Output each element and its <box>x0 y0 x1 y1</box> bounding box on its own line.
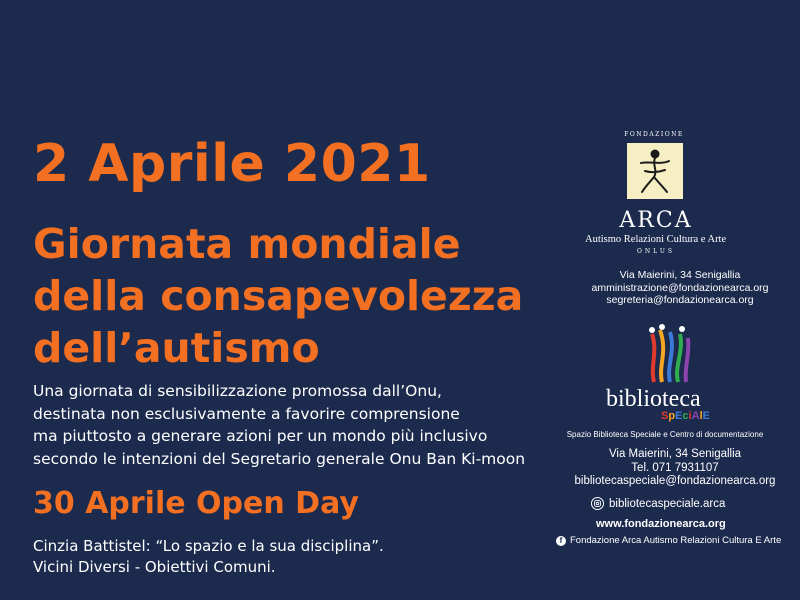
biblioteca-address: Via Maierini, 34 Senigallia <box>608 448 742 460</box>
event-date: 2 Aprile 2021 <box>33 134 431 194</box>
intro-line: secondo le intenzioni del Segretario generale Onu Ban Ki-moon <box>33 449 526 468</box>
page-title <box>33 218 573 374</box>
instagram-icon <box>591 497 604 510</box>
instagram-handle: bibliotecaspeciale.arca <box>609 497 726 510</box>
facebook-icon: f <box>556 536 566 546</box>
biblioteca-description: Spazio Biblioteca Speciale e Centro di documentazione <box>566 430 764 439</box>
intro-line: destinata non esclusivamente a favorire comprensione <box>33 404 460 423</box>
biblioteca-phone: Tel. 071 7931107 <box>631 461 719 474</box>
event-details <box>33 536 384 578</box>
biblioteca-name: biblioteca <box>606 386 701 412</box>
arca-name: ARCA <box>619 208 693 233</box>
instagram-link[interactable] <box>591 497 725 510</box>
open-day-title: 30 Aprile Open Day <box>33 486 359 521</box>
arca-email-secretary[interactable]: segreteria@fondazionearca.org <box>606 294 754 306</box>
arca-contacts <box>590 269 770 307</box>
biblioteca-speciale: SpEciAlE <box>661 410 710 422</box>
website-link[interactable]: www.fondazionearca.org <box>596 518 726 530</box>
arca-subtitle: Autismo Relazioni Cultura e Arte <box>585 234 727 245</box>
event-line: Cinzia Battistel: “Lo spazio e la sua disciplina”. <box>33 537 384 555</box>
event-line: Vicini Diversi - Obiettivi Comuni. <box>33 558 276 576</box>
facebook-link[interactable] <box>556 535 781 546</box>
arca-address: Via Maierini, 34 Senigallia <box>619 269 741 281</box>
arca-logo-icon <box>627 143 683 199</box>
biblioteca-logo-icon <box>638 322 698 384</box>
fondazione-label: FONDAZIONE <box>624 131 684 138</box>
title-line-3: dell’autismo <box>33 324 320 372</box>
biblioteca-email[interactable]: bibliotecaspeciale@fondazionearca.org <box>574 475 776 487</box>
intro-line: Una giornata di sensibilizzazione promossa dall’Onu, <box>33 382 442 400</box>
arca-email-admin[interactable]: amministrazione@fondazionearca.org <box>591 281 769 294</box>
title-line-1: Giornata mondiale <box>33 220 461 268</box>
title-line-2: della consapevolezza <box>33 272 524 320</box>
facebook-page-name: Fondazione Arca Autismo Relazioni Cultura E Arte <box>570 535 782 546</box>
arca-onlus: ONLUS <box>637 248 675 255</box>
intro-paragraph <box>33 380 563 470</box>
intro-line: ma piuttosto a generare azioni per un mondo più inclusivo <box>33 427 488 445</box>
biblioteca-contacts <box>570 448 780 489</box>
